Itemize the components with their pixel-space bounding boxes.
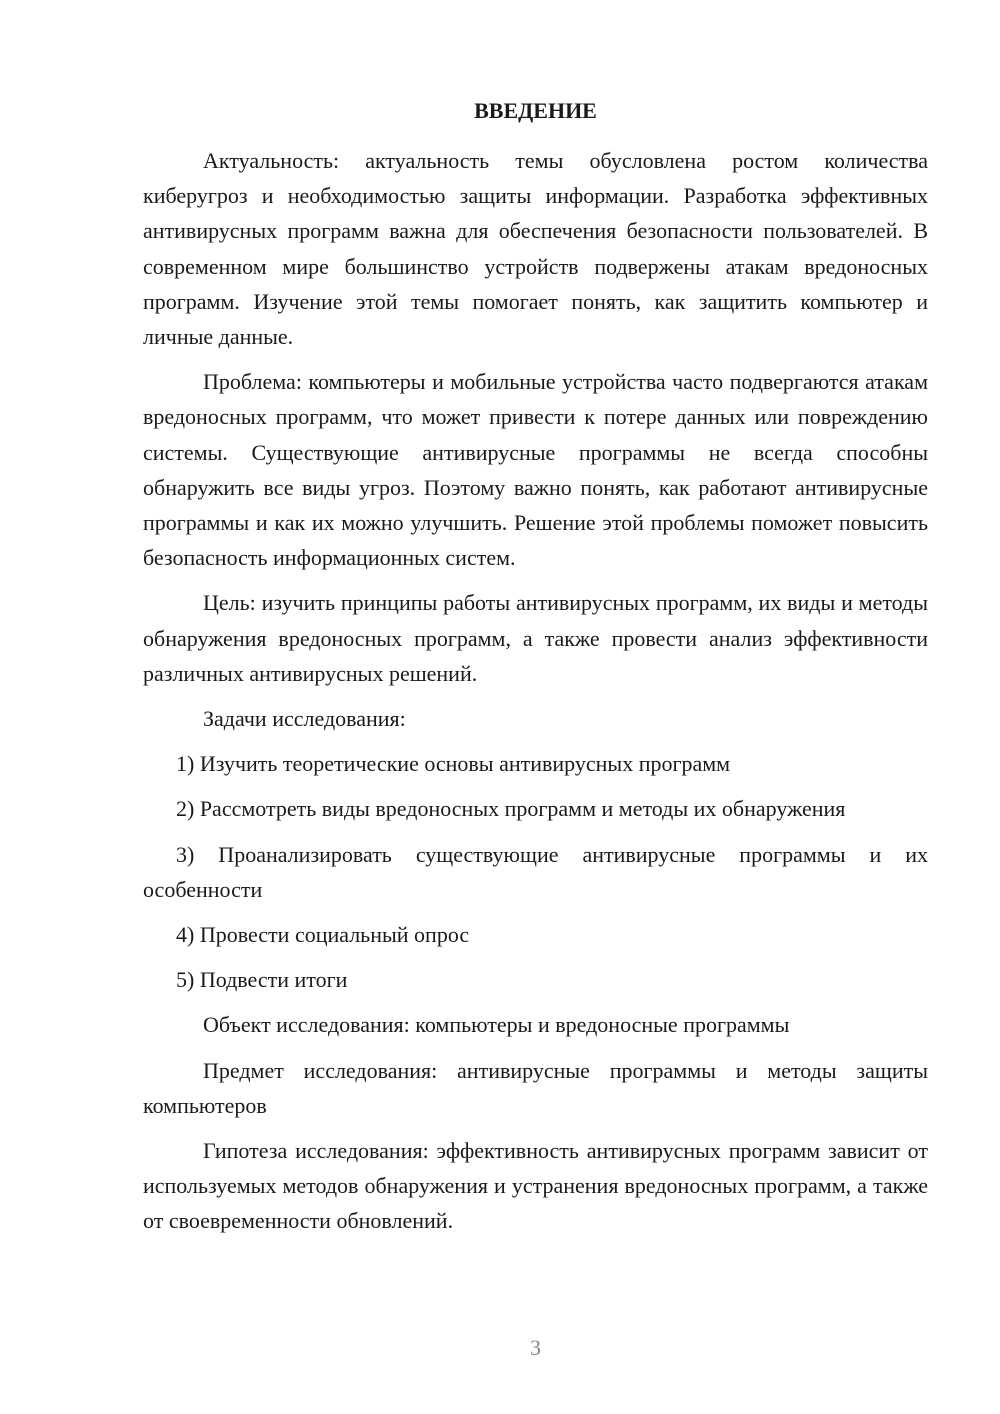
page-number: 3 (530, 1335, 541, 1360)
task-item-4: 4) Провести социальный опрос (176, 922, 470, 948)
paragraph-hypothesis: Гипотеза исследования: эффективность антивирусных программ зависит от используемых методов обнаружения и устранения вредоносных программ, а также от своевременности обновлений. (143, 1138, 928, 1234)
task-item-5: 5) Подвести итоги (176, 967, 348, 993)
task-item-3: 3) Проанализировать существующие антивирусные программы и их особенности (143, 841, 928, 902)
task-item-2: 2) Рассмотреть виды вредоносных программ и методы их обнаружения (176, 796, 846, 822)
paragraph-tasks-heading: Задачи исследования: (203, 706, 406, 732)
document-page (143, 0, 928, 1414)
paragraph-problem: Проблема: компьютеры и мобильные устройства часто подвергаются атакам вредоносных программ, что может привести к потере данных или повреждению системы. Существующие антивирусные программы не всегда способны обнаружить все виды угроз. Поэтому важно понять, как работают антивирусные программы и как их можно улучшить. Решение этой проблемы поможет повысить безопасность информационных систем. (143, 369, 928, 571)
body-text (143, 143, 928, 1239)
paragraph-goal: Цель: изучить принципы работы антивирусных программ, их виды и методы обнаружения вредоносных программ, а также провести анализ эффективности различных антивирусных решений. (143, 590, 928, 686)
paragraph-subject: Предмет исследования: антивирусные программы и методы защиты компьютеров (143, 1057, 928, 1118)
paragraph-relevance: Актуальность: актуальность темы обусловлена ростом количества киберугроз и необходимостью защиты информации. Разработка эффективных антивирусных программ важна для обеспечения безопасности пользователей. В современном мире большинство устройств подвержены атакам вредоносных программ. Изучение этой темы помогает понять, как защитить компьютер и личные данные. (143, 148, 928, 350)
paragraph-object: Объект исследования: компьютеры и вредоносные программы (203, 1012, 790, 1038)
task-item-1: 1) Изучить теоретические основы антивирусных программ (176, 751, 731, 777)
page-title: ВВЕДЕНИЕ (474, 98, 597, 123)
